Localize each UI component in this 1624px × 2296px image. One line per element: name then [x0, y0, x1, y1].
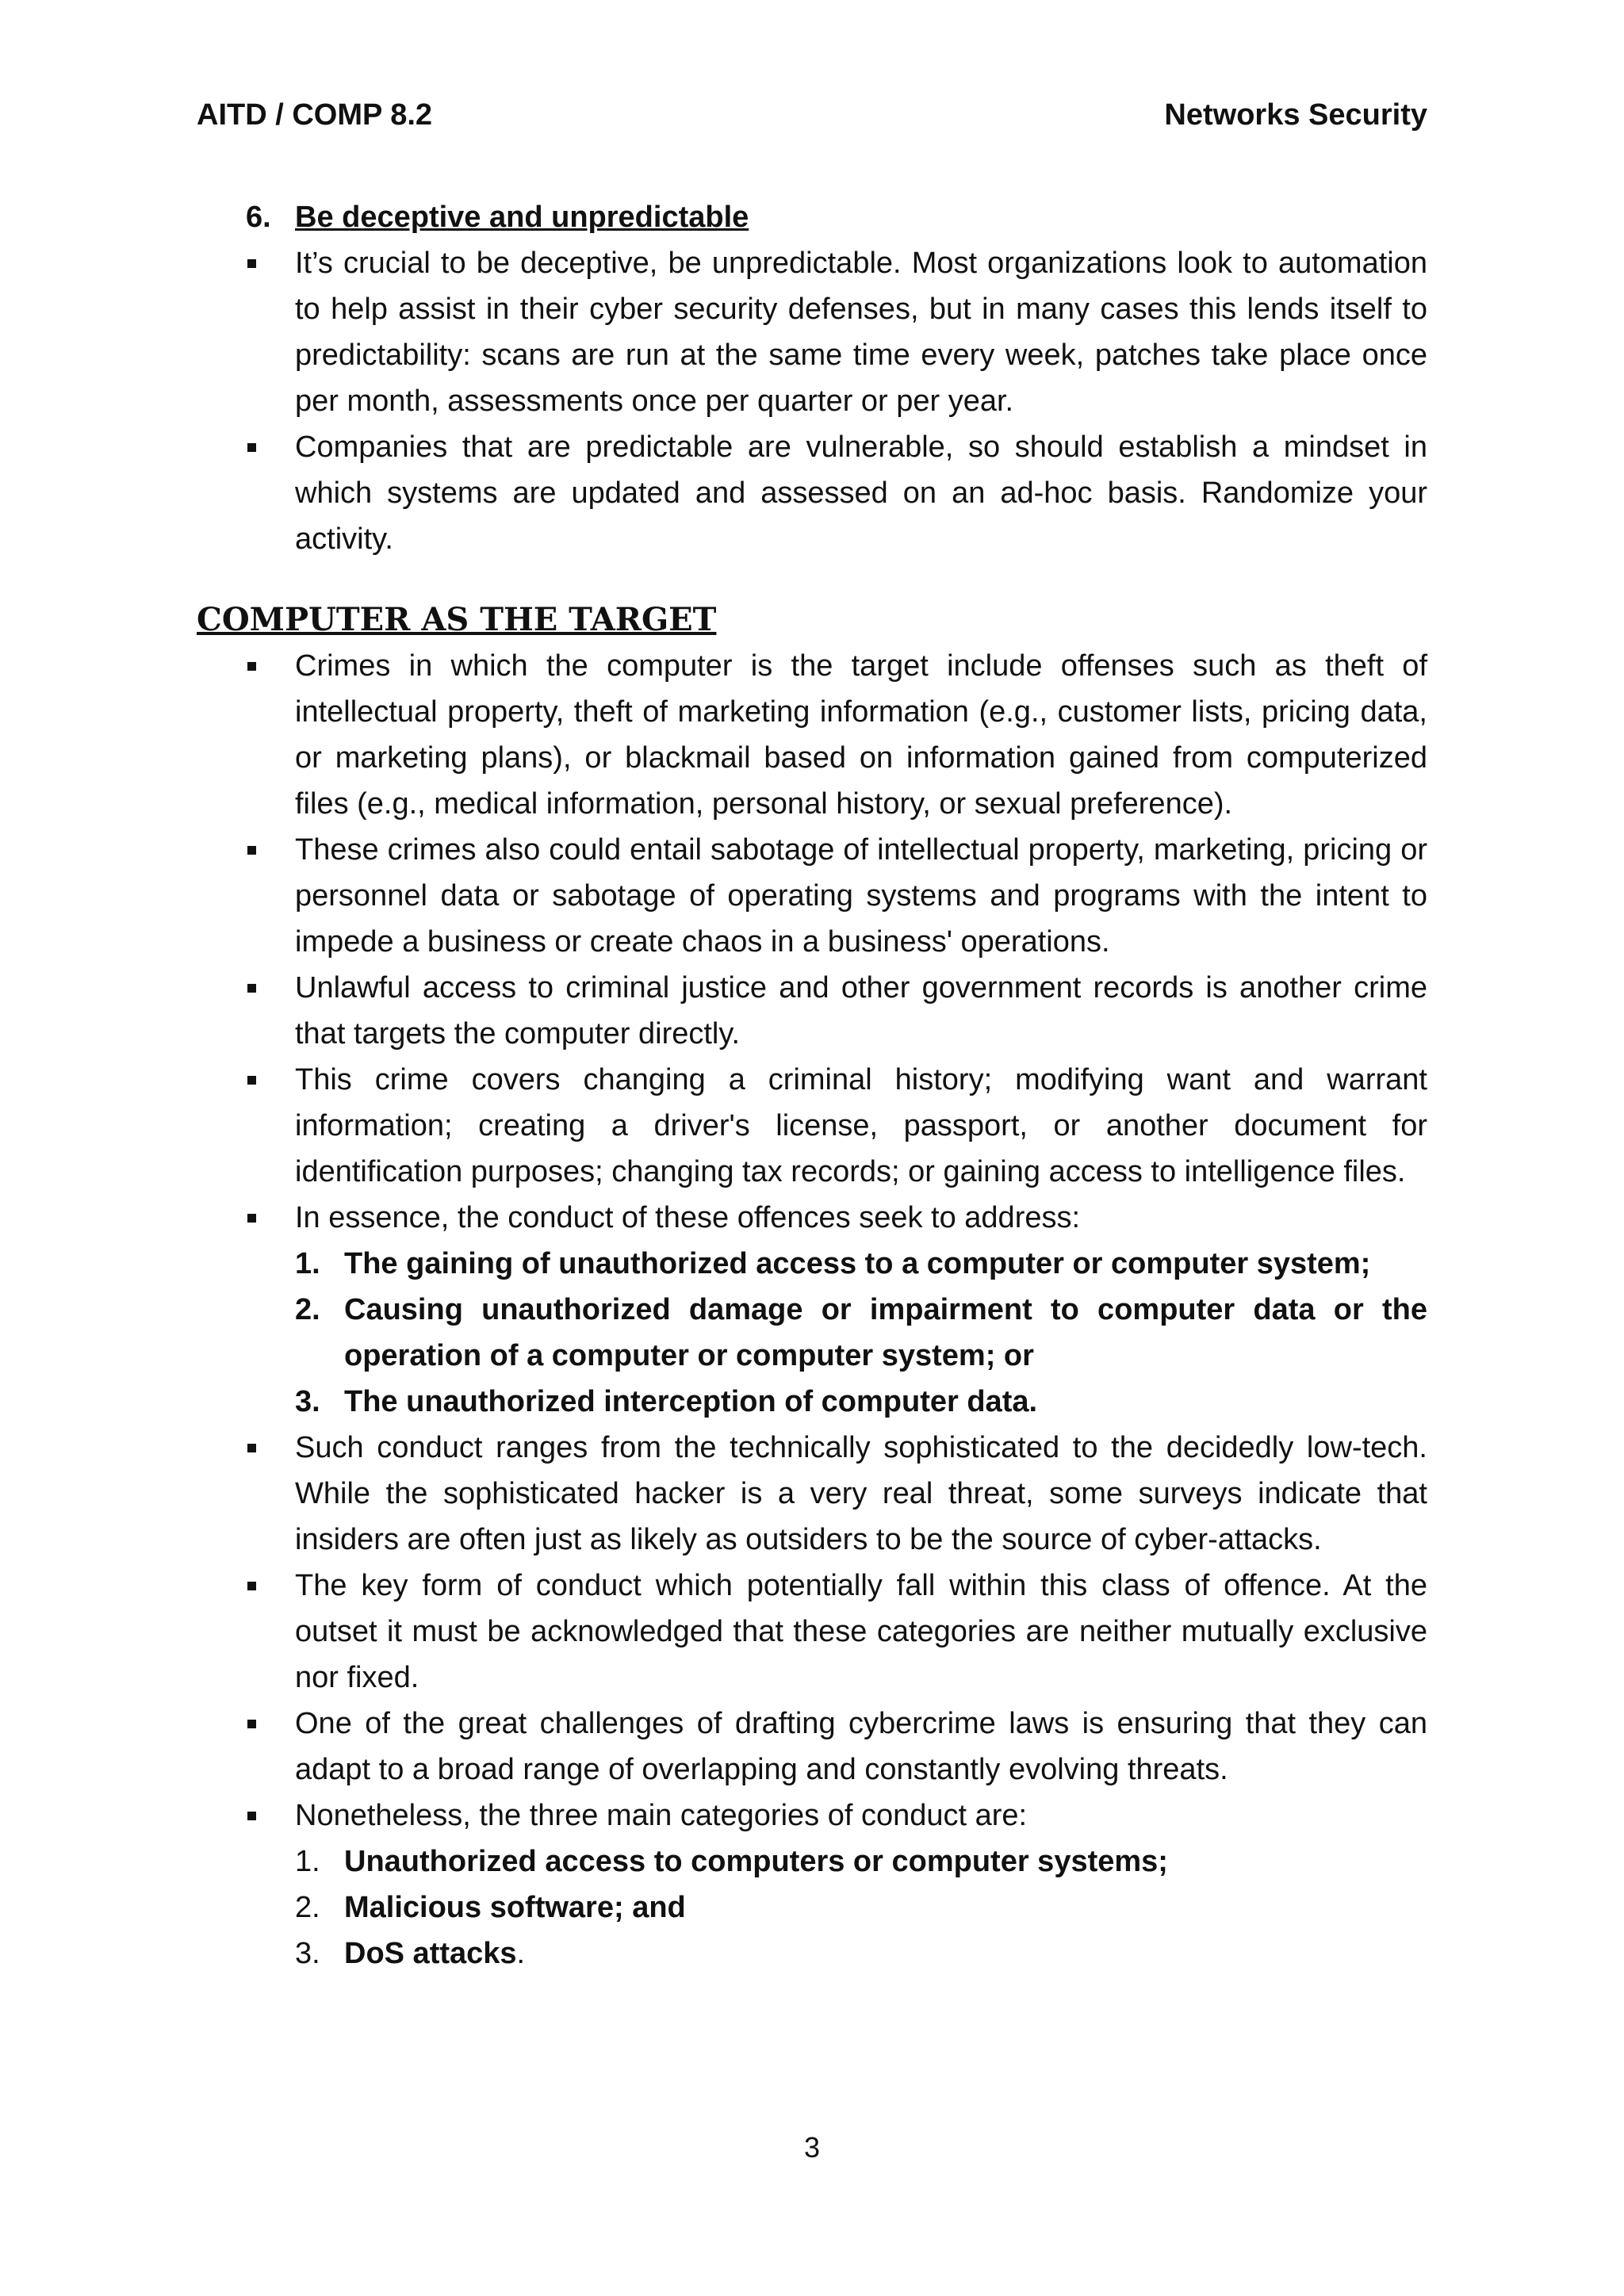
item-text-tail: .: [516, 1937, 526, 1970]
item-number: 2.: [295, 1891, 320, 1924]
bullet-square-icon: [246, 643, 295, 827]
bullet-text: These crimes also could entail sabotage of intellectual property, marketing, pricing or personnel data or sabotage of operating systems and programs with the intent to impede a business or create chaos in a business' operations.: [295, 833, 1427, 959]
item-number: 3.: [295, 1385, 320, 1418]
list-item: [246, 1563, 1427, 1701]
list-item: [246, 1195, 1427, 1241]
bullet-text: Nonetheless, the three main categories of conduct are:: [295, 1799, 1028, 1832]
section-6-heading: [246, 194, 1427, 240]
item-text: The gaining of unauthorized access to a computer or computer system;: [344, 1247, 1371, 1280]
page-content: [197, 194, 1427, 1976]
bullet-text: Crimes in which the computer is the target include offenses such as theft of intellectual property, theft of marketing information (e.g., customer lists, pricing data, or marketing plans), or blackmail based on information gained from computerized files (e.g., medical information, personal history, or sexual preference).: [295, 649, 1427, 821]
item-text-bold: DoS attacks: [344, 1937, 517, 1970]
item-text: [344, 1885, 1427, 1931]
bullet-text: The key form of conduct which potentially fall within this class of offence. At the outset it must be acknowledged that these categories are neither mutually exclusive nor fixed.: [295, 1569, 1427, 1694]
header-subject: Networks Security: [1164, 98, 1427, 132]
numbered-item: [295, 1885, 1427, 1931]
page-number: 3: [803, 2131, 821, 2164]
bullet-square-icon: [246, 424, 295, 562]
header-course-code: AITD / COMP 8.2: [197, 98, 433, 132]
list-item: [246, 827, 1427, 965]
section-6-number: 6.: [246, 201, 271, 234]
item-text-bold: Malicious software; and: [344, 1891, 686, 1924]
list-item: [246, 424, 1427, 562]
section-heading-computer-target: COMPUTER AS THE TARGET: [197, 601, 717, 638]
list-item: [246, 643, 1427, 827]
list-item: [246, 240, 1427, 424]
bullet-text: Unlawful access to criminal justice and other government records is another crime that targets the computer directly.: [295, 971, 1427, 1050]
item-text: [344, 1931, 1427, 1976]
bullet-text: Such conduct ranges from the technically sophisticated to the decidedly low-tech. While the sophisticated hacker is a very real threat, some surveys indicate that insiders are often just as likely as outsiders to be the source of cyber-attacks.: [295, 1431, 1427, 1556]
bullet-square-icon: [246, 965, 295, 1057]
bullet-square-icon: [246, 1563, 295, 1701]
numbered-item: [295, 1379, 1427, 1425]
item-text: The unauthorized interception of computer data.: [344, 1385, 1038, 1418]
numbered-item: [295, 1287, 1427, 1379]
item-text: Causing unauthorized damage or impairment to computer data or the operation of a computer or computer system; or: [344, 1293, 1427, 1372]
item-text: [344, 1839, 1427, 1885]
bullet-square-icon: [246, 1425, 295, 1563]
bullet-text: This crime covers changing a criminal history; modifying want and warrant information; creating a driver's license, passport, or another document for identification purposes; changing tax records; or gaining access to intelligence files.: [295, 1063, 1427, 1188]
bullet-square-icon: [246, 1195, 295, 1241]
list-item: [246, 1701, 1427, 1793]
list-item: [246, 1057, 1427, 1195]
item-number: 3.: [295, 1937, 320, 1970]
bullet-square-icon: [246, 240, 295, 424]
numbered-item: [295, 1241, 1427, 1287]
bullet-square-icon: [246, 827, 295, 965]
bullet-square-icon: [246, 1701, 295, 1793]
list-item: [246, 1425, 1427, 1563]
numbered-item: [295, 1931, 1427, 1976]
list-item: [246, 1793, 1427, 1839]
numbered-item: [295, 1839, 1427, 1885]
item-text-bold: Unauthorized access to computers or computer systems;: [344, 1845, 1168, 1878]
item-number: 2.: [295, 1293, 320, 1326]
item-number: 1.: [295, 1247, 320, 1280]
bullet-text: One of the great challenges of drafting cybercrime laws is ensuring that they can adapt to a broad range of overlapping and constantly evolving threats.: [295, 1707, 1427, 1786]
bullet-text: It’s crucial to be deceptive, be unpredictable. Most organizations look to automation to help assist in their cyber security defenses, but in many cases this lends itself to predictability: scans are run at the same time every week, patches take place once per month, assessments once per quarter or per year.: [295, 247, 1427, 418]
bullet-square-icon: [246, 1057, 295, 1195]
list-item: [246, 965, 1427, 1057]
bullet-square-icon: [246, 1793, 295, 1839]
bullet-text: In essence, the conduct of these offences seek to address:: [295, 1201, 1081, 1234]
item-number: 1.: [295, 1845, 320, 1878]
section-6-title: Be deceptive and unpredictable: [295, 201, 749, 234]
bullet-text: Companies that are predictable are vulnerable, so should establish a mindset in which systems are updated and assessed on an ad-hoc basis. Randomize your activity.: [295, 430, 1427, 556]
